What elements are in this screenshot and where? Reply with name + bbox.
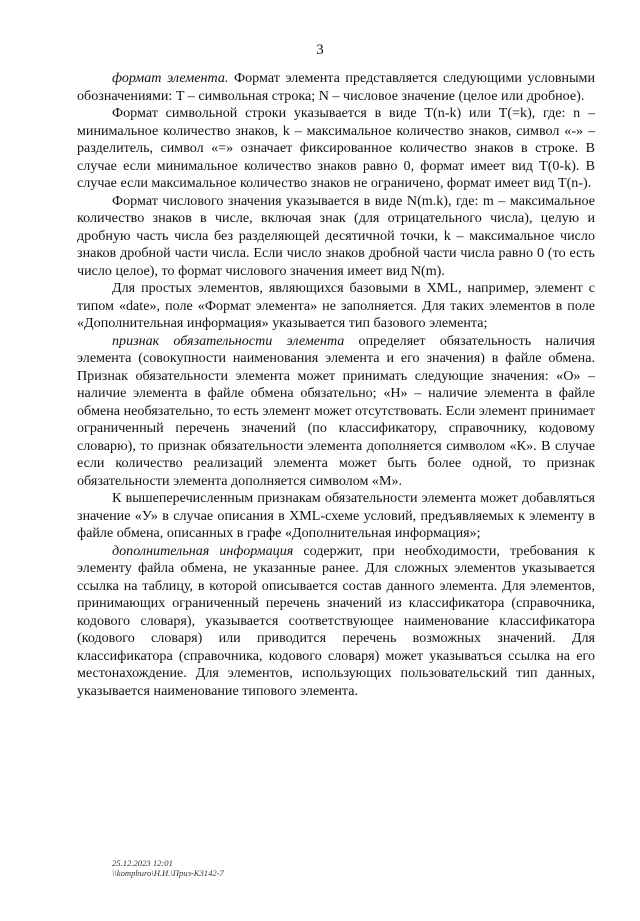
paragraph-text: К вышеперечисленным признакам обязательности элемента может добавляться значение «У» в случае описания в XML-схеме условий, предъявляемых к элементу в файле обмена, описанных в графе «Дополнительная информация»; — [77, 490, 595, 541]
paragraph-text: Для простых элементов, являющихся базовыми в XML, например, элемент с типом «date», поле «Формат элемента» не заполняется. Для таких элементов в поле «Дополнительная информация» указывается тип базового элемента; — [77, 280, 595, 331]
paragraph — [77, 105, 595, 193]
paragraph — [77, 490, 595, 543]
paragraph-text: Формат символьной строки указывается в виде T(n-k) или T(=k), где: n – минимальное количество знаков, k – максимальное количество знаков, символ «-» – разделитель, символ «=» означает фиксированное количество знаков в строке. В случае если минимальное количество знаков равно 0, формат имеет вид T(0-k). В случае если максимальное количество знаков не ограничено, формат имеет вид T(n-). — [77, 105, 595, 191]
paragraph-text: содержит, при необходимости, требования к элементу файла обмена, не указанные ранее. Для сложных элементов указывается ссылка на таблицу, в которой описывается состав данного элемента. Для элементов, принимающих ограниченный перечень значений из классификатора (справочника, кодового словаря), указывается соответствующее наименование классификатора (кодового словаря) или приводится перечень возможных значений. Для классификатора (справочника, кодового словаря) может указываться ссылка на его местонахождение. Для элементов, использующих пользовательский тип данных, указывается наименование типового элемента. — [77, 542, 596, 699]
paragraph-lead-term: признак обязательности элемента — [112, 332, 345, 349]
page-number: 3 — [316, 42, 324, 58]
paragraph-text: Формат элемента представляется следующими условными обозначениями: T – символьная строка; N – числовое значение (целое или дробное). — [77, 70, 596, 104]
paragraph — [77, 543, 595, 701]
paragraph-text: определяет обязательность наличия элемента (совокупности наименования элемента и его значения) в файле обмена. Признак обязательности элемента может принимать следующие значения: «О» – наличие элемента в файле обмена обязательно; «Н» – наличие элемента в файле обмена необязательно, то есть элемент может отсутствовать. Если элемент принимает ограниченный перечень значений (по классификатору, справочнику, кодовому словарю), то признак обязательности элемента дополняется символом «К». В случае если количество реализаций элемента может быть более одной, то признак обязательности элемента дополняется символом «М». — [77, 332, 595, 489]
paragraph — [77, 193, 595, 281]
paragraph-lead-term: формат элемента. — [112, 70, 229, 86]
paragraph-lead-term: дополнительная информация — [112, 542, 294, 559]
paragraph — [77, 333, 595, 491]
body-text — [77, 70, 595, 700]
paragraph — [77, 280, 595, 333]
paragraph-text: Формат числового значения указывается в виде N(m.k), где: m – максимальное количество знаков в числе, включая знак (для отрицательного числа), целую и дробную часть числа без разделяющей десятичной точки, k – максимальное число знаков дробной части числа. Если число знаков дробной части числа равно 0 (то есть число целое), то формат числового значения имеет вид N(m). — [77, 192, 595, 279]
footer-file-path: \\kompburo\Н.И.\Приз-К3142-7 — [112, 868, 224, 878]
footer-timestamp: 25.12.2023 12:01 — [112, 858, 173, 868]
paragraph — [77, 70, 595, 105]
document-footer — [112, 858, 224, 878]
